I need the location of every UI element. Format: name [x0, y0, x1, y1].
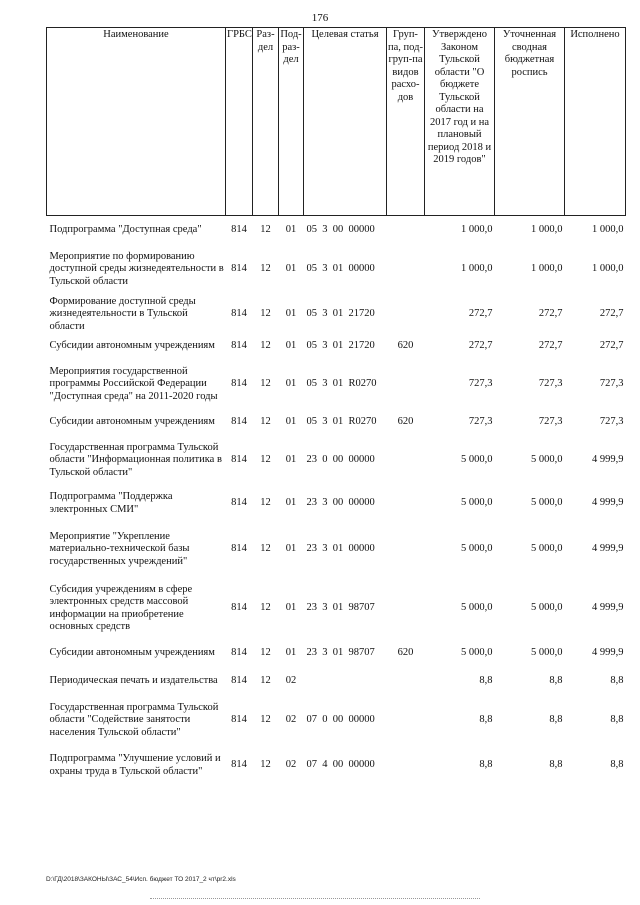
row-grbs: 814: [231, 263, 247, 275]
row-executed: 1 000,0: [592, 223, 624, 235]
row-grbs: 814: [231, 308, 247, 320]
row-grbs: 814: [231, 497, 247, 509]
row-group: [387, 486, 425, 522]
row-grbs: 814: [231, 543, 247, 555]
header-revised: Уточненная сводная бюджетная роспись: [495, 28, 565, 216]
row-group: [387, 216, 425, 244]
row-grbs: 814: [231, 714, 247, 726]
row-target: 23 0 00 00000: [306, 454, 375, 466]
row-revised: 8,8: [549, 759, 563, 771]
row-target: 23 3 01 00000: [306, 543, 375, 555]
table-row: [47, 296, 626, 334]
page-edge-line: [150, 898, 480, 901]
row-grbs: 814: [231, 378, 247, 390]
table-row: [47, 522, 626, 578]
row-group: [387, 360, 425, 410]
header-grbs: ГРБС: [226, 28, 253, 216]
header-name: Наименование: [47, 28, 226, 216]
row-executed: 8,8: [610, 714, 624, 726]
row-executed: 4 999,9: [592, 543, 624, 555]
row-name: Государственная программа Тульской области "Информационная политика в Тульской области": [49, 441, 222, 478]
table-row: [47, 216, 626, 244]
row-group: [387, 244, 425, 296]
row-name: Подпрограмма "Поддержка электронных СМИ": [49, 491, 173, 515]
row-podrazdel: 01: [285, 340, 297, 352]
row-target: [304, 668, 387, 696]
row-name: Мероприятия государственной программы Российской Федерации "Доступная среда" на 2011-2020 годы: [49, 365, 218, 402]
row-approved: 8,8: [479, 714, 493, 726]
row-group: [387, 746, 425, 786]
row-razdel: 12: [260, 378, 271, 390]
row-group: [387, 578, 425, 640]
header-group: Груп-па, под-груп-па видов расхо-дов: [387, 28, 425, 216]
row-name: Мероприятие "Укрепление материально-технической базы государственных учреждений": [49, 530, 190, 567]
row-target: 07 4 00 00000: [306, 759, 375, 771]
row-target: 23 3 01 98707: [306, 602, 375, 614]
row-revised: 727,3: [538, 378, 563, 390]
row-approved: 5 000,0: [461, 497, 493, 509]
row-target: 05 3 00 00000: [306, 223, 375, 235]
budget-table: [46, 27, 626, 786]
row-approved: 727,3: [468, 416, 493, 428]
row-name: Периодическая печать и издательства: [49, 675, 218, 687]
row-podrazdel: 01: [285, 454, 297, 466]
header-executed: Исполнено: [565, 28, 626, 216]
table-row: [47, 578, 626, 640]
row-approved: 8,8: [479, 759, 493, 771]
row-podrazdel: 01: [285, 223, 297, 235]
row-executed: 4 999,9: [592, 602, 624, 614]
table-row: [47, 410, 626, 436]
table-row: [47, 486, 626, 522]
row-podrazdel: 01: [285, 647, 297, 659]
row-executed: 4 999,9: [592, 497, 624, 509]
row-name: Субсидии автономным учреждениям: [49, 647, 215, 659]
row-name: Субсидии автономным учреждениям: [49, 340, 215, 352]
row-grbs: 814: [231, 759, 247, 771]
row-razdel: 12: [260, 340, 271, 352]
row-razdel: 12: [260, 263, 271, 275]
row-razdel: 12: [260, 416, 271, 428]
row-revised: 5 000,0: [531, 454, 563, 466]
row-executed: 4 999,9: [592, 454, 624, 466]
row-name: Субсидии автономным учреждениям: [49, 416, 215, 428]
row-grbs: 814: [231, 340, 247, 352]
row-revised: 5 000,0: [531, 602, 563, 614]
header-approved: Утверждено Законом Тульской области "О бюджете Тульской области на 2017 год и на плановый период 2018 и 2019 годов": [425, 28, 495, 216]
row-podrazdel: 01: [285, 378, 297, 390]
row-executed: 727,3: [599, 378, 624, 390]
table-row: [47, 746, 626, 786]
row-razdel: 12: [260, 759, 271, 771]
row-executed: 727,3: [599, 416, 624, 428]
row-target: 05 3 01 R0270: [306, 378, 377, 390]
table-row: [47, 668, 626, 696]
row-revised: 727,3: [538, 416, 563, 428]
row-executed: 272,7: [599, 308, 624, 320]
row-approved: 5 000,0: [461, 543, 493, 555]
row-razdel: 12: [260, 223, 271, 235]
table-row: [47, 334, 626, 360]
row-name: Формирование доступной среды жизнедеятельности в Тульской области: [49, 295, 196, 332]
row-approved: 5 000,0: [461, 454, 493, 466]
row-podrazdel: 01: [285, 543, 297, 555]
row-razdel: 12: [260, 543, 271, 555]
row-group: [387, 668, 425, 696]
row-revised: 1 000,0: [531, 263, 563, 275]
table-row: [47, 696, 626, 746]
row-approved: 272,7: [468, 308, 493, 320]
row-target: 05 3 01 21720: [306, 308, 375, 320]
row-grbs: 814: [231, 602, 247, 614]
row-group: [387, 522, 425, 578]
row-group: 620: [397, 647, 414, 659]
row-podrazdel: 02: [285, 675, 297, 687]
row-group: [387, 436, 425, 486]
row-approved: 8,8: [479, 675, 493, 687]
row-grbs: 814: [231, 223, 247, 235]
row-group: [387, 696, 425, 746]
row-razdel: 12: [260, 714, 271, 726]
row-revised: 8,8: [549, 675, 563, 687]
row-executed: 8,8: [610, 675, 624, 687]
header-podrazdel: Под-раз-дел: [279, 28, 304, 216]
row-revised: 272,7: [538, 308, 563, 320]
row-target: 05 3 01 21720: [306, 340, 375, 352]
row-razdel: 12: [260, 675, 271, 687]
row-revised: 8,8: [549, 714, 563, 726]
file-path-footer: D:\ГД\2018\ЗАКОНЫ\ЗАС_54\Исп. бюджет ТО 2017_2 чт\pr2.xls: [46, 876, 236, 883]
table-row: [47, 436, 626, 486]
row-podrazdel: 02: [285, 759, 297, 771]
row-podrazdel: 01: [285, 416, 297, 428]
row-name: Государственная программа Тульской области "Содействие занятости населения Тульской области": [49, 701, 219, 738]
row-approved: 727,3: [468, 378, 493, 390]
row-grbs: 814: [231, 647, 247, 659]
row-approved: 1 000,0: [461, 223, 493, 235]
table-row: [47, 640, 626, 668]
row-target: 23 3 00 00000: [306, 497, 375, 509]
row-grbs: 814: [231, 675, 247, 687]
row-approved: 5 000,0: [461, 647, 493, 659]
row-podrazdel: 01: [285, 497, 297, 509]
row-podrazdel: 02: [285, 714, 297, 726]
row-podrazdel: 01: [285, 602, 297, 614]
row-grbs: 814: [231, 454, 247, 466]
row-razdel: 12: [260, 454, 271, 466]
table-header-row: [47, 28, 626, 216]
row-target: 05 3 01 R0270: [306, 416, 377, 428]
header-razdel: Раз-дел: [253, 28, 279, 216]
row-revised: 5 000,0: [531, 497, 563, 509]
row-razdel: 12: [260, 308, 271, 320]
row-revised: 5 000,0: [531, 543, 563, 555]
page-number: 176: [311, 12, 329, 24]
row-executed: 1 000,0: [592, 263, 624, 275]
row-target: 23 3 01 98707: [306, 647, 375, 659]
row-approved: 5 000,0: [461, 602, 493, 614]
row-razdel: 12: [260, 497, 271, 509]
row-approved: 1 000,0: [461, 263, 493, 275]
row-name: Субсидия учреждениям в сфере электронных средств массовой информации на приобретение основных средств: [49, 583, 193, 632]
row-revised: 272,7: [538, 340, 563, 352]
row-group: 620: [397, 416, 414, 428]
header-target: Целевая статья: [304, 28, 387, 216]
row-podrazdel: 01: [285, 308, 297, 320]
row-executed: 8,8: [610, 759, 624, 771]
table-row: [47, 360, 626, 410]
row-group: 620: [397, 340, 414, 352]
row-target: 05 3 01 00000: [306, 263, 375, 275]
row-revised: 1 000,0: [531, 223, 563, 235]
row-razdel: 12: [260, 602, 271, 614]
row-approved: 272,7: [468, 340, 493, 352]
row-executed: 4 999,9: [592, 647, 624, 659]
row-podrazdel: 01: [285, 263, 297, 275]
row-group: [387, 296, 425, 334]
table-row: [47, 244, 626, 296]
row-executed: 272,7: [599, 340, 624, 352]
row-target: 07 0 00 00000: [306, 714, 375, 726]
row-revised: 5 000,0: [531, 647, 563, 659]
row-name: Мероприятие по формированию доступной среды жизнедеятельности в Тульской области: [49, 250, 224, 287]
row-razdel: 12: [260, 647, 271, 659]
table-body: [47, 216, 626, 786]
row-grbs: 814: [231, 416, 247, 428]
row-name: Подпрограмма "Улучшение условий и охраны труда в Тульской области": [49, 753, 221, 777]
row-name: Подпрограмма "Доступная среда": [49, 223, 202, 235]
